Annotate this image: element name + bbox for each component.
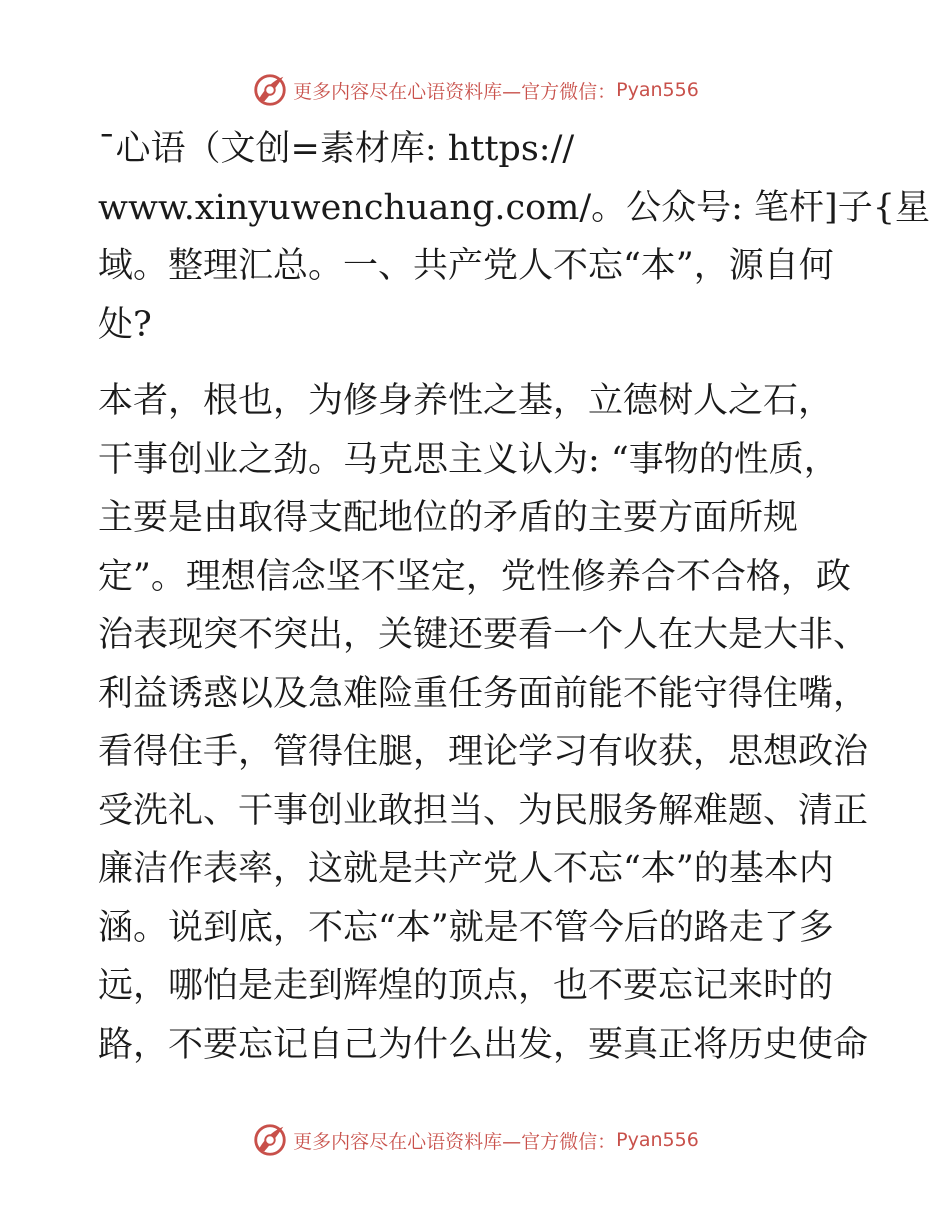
text-line: 受洗礼、干事创业敢担当、为民服务解难题、清正 xyxy=(98,790,869,831)
banner-contact: Pyan556 xyxy=(616,79,699,101)
paragraph-gap xyxy=(98,354,858,372)
paragraph-1 xyxy=(98,120,930,354)
text-line: 廉洁作表率，这就是共产党人不忘“本”的基本内 xyxy=(98,849,834,889)
text-line: 远，哪怕是走到辉煌的顶点，也不要忘记来时的 xyxy=(98,966,834,1006)
banner-text: 更多内容尽在心语资料库—官方微信： xyxy=(293,1130,617,1153)
text-line: 定”。理想信念坚不坚定，党性修养合不合格，政 xyxy=(98,556,851,597)
brush-logo-icon xyxy=(251,71,289,109)
text-line: 本者，根也，为修身养性之基，立德树人之石， xyxy=(98,381,834,421)
banner-text: 更多内容尽在心语资料库—官方微信： xyxy=(293,80,617,103)
text-line: 治表现突不突出，关键还要看一个人在大是大非、 xyxy=(98,615,869,655)
text-line: www.xinyuwenchuang.com/。公众号: 笔杆]子{星 xyxy=(98,187,930,228)
header-banner xyxy=(0,68,950,112)
text-line: 利益诱惑以及急难险重任务面前能不能守得住嘴， xyxy=(98,673,869,714)
brush-logo-icon xyxy=(251,1121,289,1159)
text-line: 看得住手，管得住腿，理论学习有收获，思想政治 xyxy=(98,732,869,772)
text-line: 处? xyxy=(98,304,152,345)
text-line: ¯心语（文创=素材库: https:// xyxy=(98,129,575,169)
text-line: 路，不要忘记自己为什么出发，要真正将历史使命 xyxy=(98,1024,869,1065)
document-body xyxy=(98,120,930,1074)
footer-banner xyxy=(0,1118,950,1162)
paragraph-2 xyxy=(98,372,869,1074)
text-line: 干事创业之劲。马克思主义认为: “事物的性质， xyxy=(98,439,839,480)
banner-contact: Pyan556 xyxy=(616,1129,699,1151)
text-line: 主要是由取得支配地位的矛盾的主要方面所规 xyxy=(98,498,799,538)
text-line: 涵。说到底，不忘“本”就是不管今后的路走了多 xyxy=(98,907,834,948)
text-line: 域。整理汇总。一、共产党人不忘“本”，源自何 xyxy=(98,246,834,286)
